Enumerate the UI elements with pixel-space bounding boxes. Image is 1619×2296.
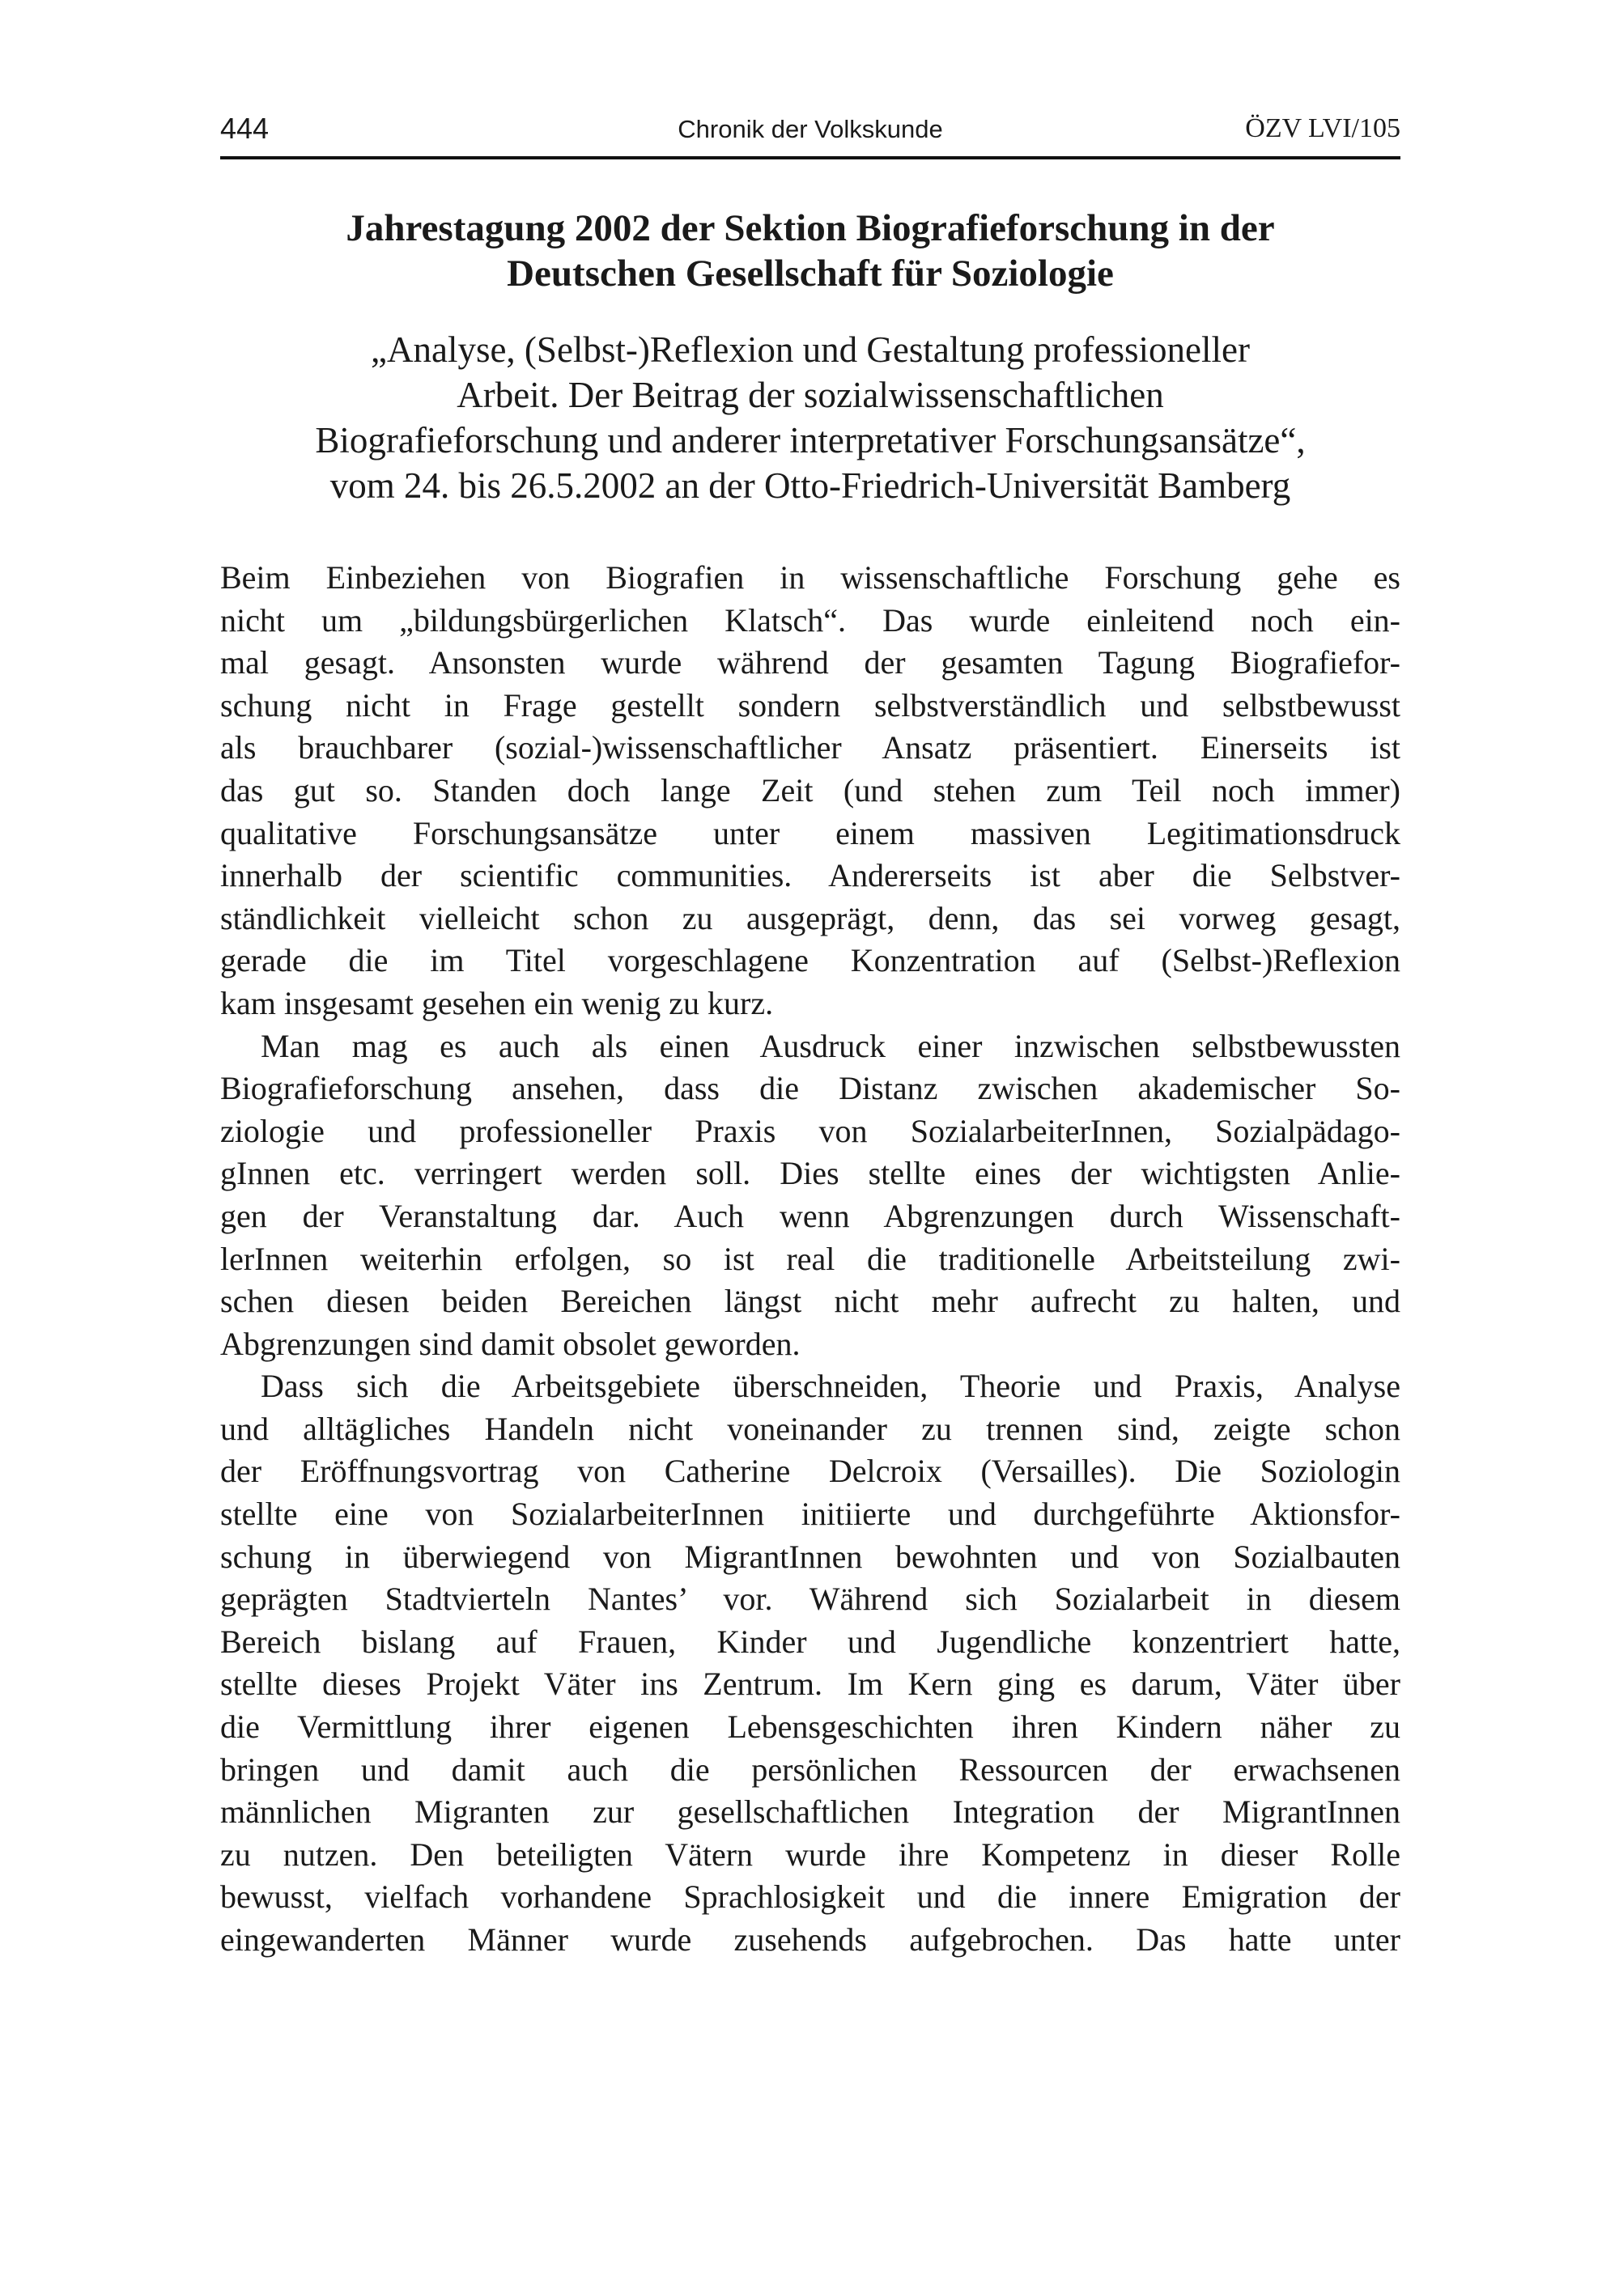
text-line: bewusst, vielfach vorhandene Sprachlosigkeit und die innere Emigration der [220, 1878, 1400, 1916]
title-line: Deutschen Gesellschaft für Soziologie [507, 253, 1114, 295]
text-line: Man mag es auch als einen Ausdruck einer inzwischen selbstbewussten [261, 1027, 1400, 1064]
text-line: Bereich bislang auf Frauen, Kinder und Jugendliche konzentriert hatte, [220, 1623, 1400, 1660]
section-title: Chronik der Volkskunde [678, 115, 943, 143]
paragraph-2 [220, 1025, 1400, 1366]
text-line: schen diesen beiden Bereichen längst nicht mehr aufrecht zu halten, und [220, 1283, 1400, 1320]
text-line: und alltägliches Handeln nicht voneinander zu trennen sind, zeigte schon [220, 1410, 1400, 1447]
text-line: eingewanderten Männer wurde zusehends aufgebrochen. Das hatte unter [220, 1921, 1400, 1958]
text-line: der Eröffnungsvortrag von Catherine Delcroix (Versailles). Die Soziologin [220, 1453, 1400, 1490]
page-number: 444 [220, 112, 270, 145]
article-title [220, 206, 1400, 296]
text-line: Abgrenzungen sind damit obsolet geworden. [220, 1325, 801, 1362]
text-line: Dass sich die Arbeitsgebiete überschneiden, Theorie und Praxis, Analyse [261, 1368, 1400, 1405]
subtitle-line: „Analyse, (Selbst-)Reflexion und Gestaltung professioneller [371, 329, 1250, 370]
text-line: bringen und damit auch die persönlichen Ressourcen der erwachsenen [220, 1751, 1400, 1788]
text-line: gen der Veranstaltung dar. Auch wenn Abgrenzungen durch Wissenschaft- [220, 1197, 1400, 1234]
text-line: stellte dieses Projekt Väter ins Zentrum. Im Kern ging es darum, Väter über [220, 1666, 1400, 1703]
text-line: innerhalb der scientific communities. Andererseits ist aber die Selbstver- [220, 857, 1400, 894]
text-line: das gut so. Standen doch lange Zeit (und stehen zum Teil noch immer) [220, 771, 1400, 808]
article-body [220, 557, 1400, 1962]
paragraph-3 [220, 1365, 1400, 1961]
text-line: gInnen etc. verringert werden soll. Dies stellte eines der wichtigsten Anlie- [220, 1155, 1400, 1192]
text-line: qualitative Forschungsansätze unter einem massiven Legitimationsdruck [220, 814, 1400, 851]
subtitle-line: vom 24. bis 26.5.2002 an der Otto-Friedrich-Universität Bamberg [329, 465, 1291, 506]
text-line: stellte eine von SozialarbeiterInnen initiierte und durchgeführte Aktionsfor- [220, 1496, 1400, 1533]
journal-reference: ÖZV LVI/105 [1245, 113, 1400, 143]
article-subtitle [220, 327, 1400, 508]
text-line: mal gesagt. Ansonsten wurde während der gesamten Tagung Biografiefor- [220, 644, 1400, 681]
text-line: ziologie und professioneller Praxis von SozialarbeiterInnen, Sozialpädago- [220, 1112, 1400, 1149]
subtitle-line: Arbeit. Der Beitrag der sozialwissenschaftlichen [457, 375, 1164, 415]
text-line: schung nicht in Frage gestellt sondern selbstverständlich und selbstbewusst [220, 686, 1400, 724]
text-line: lerInnen weiterhin erfolgen, so ist real die traditionelle Arbeitsteilung zwi- [220, 1240, 1400, 1277]
text-line: Biografieforschung ansehen, dass die Distanz zwischen akademischer So- [220, 1070, 1400, 1107]
text-line: gerade die im Titel vorgeschlagene Konzentration auf (Selbst-)Reflexion [220, 942, 1400, 979]
title-line: Jahrestagung 2002 der Sektion Biografieforschung in der [346, 207, 1275, 249]
text-line: zu nutzen. Den beteiligten Vätern wurde ihre Kompetenz in dieser Rolle [220, 1836, 1400, 1873]
text-line: geprägten Stadtvierteln Nantes’ vor. Während sich Sozialarbeit in diesem [220, 1581, 1400, 1618]
text-line: nicht um „bildungsbürgerlichen Klatsch“. Das wurde einleitend noch ein- [220, 601, 1400, 639]
text-line: als brauchbarer (sozial-)wissenschaftlicher Ansatz präsentiert. Einerseits ist [220, 729, 1400, 766]
text-line: die Vermittlung ihrer eigenen Lebensgeschichten ihren Kindern näher zu [220, 1708, 1400, 1746]
header-rule [220, 156, 1400, 159]
subtitle-line: Biografieforschung und anderer interpretativer Forschungsansätze“, [315, 420, 1306, 460]
running-header [220, 112, 1400, 147]
text-line: ständlichkeit vielleicht schon zu ausgeprägt, denn, das sei vorweg gesagt, [220, 899, 1400, 936]
paragraph-1 [220, 557, 1400, 1025]
text-line: kam insgesamt gesehen ein wenig zu kurz. [220, 984, 774, 1021]
text-line: männlichen Migranten zur gesellschaftlichen Integration der MigrantInnen [220, 1793, 1400, 1831]
text-line: schung in überwiegend von MigrantInnen bewohnten und von Sozialbauten [220, 1538, 1400, 1575]
text-line: Beim Einbeziehen von Biografien in wissenschaftliche Forschung gehe es [220, 559, 1400, 596]
